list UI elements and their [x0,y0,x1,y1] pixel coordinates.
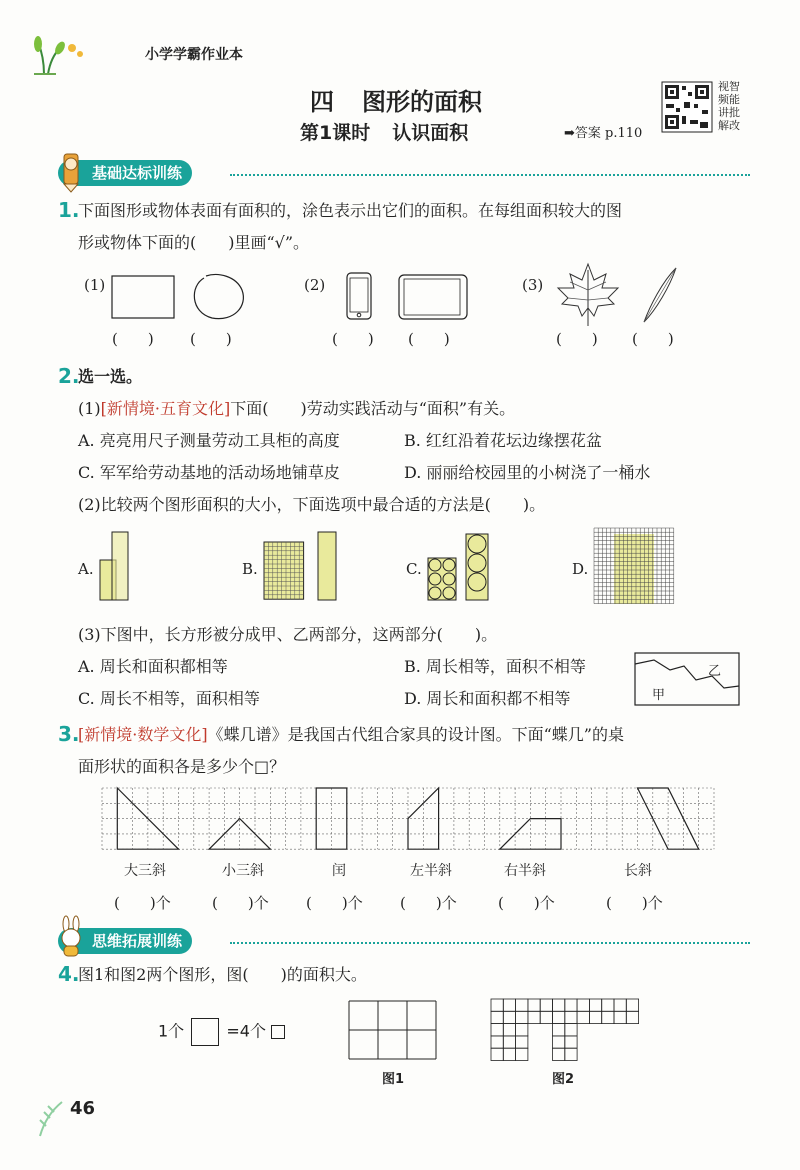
q1-line1: 下面图形或物体表面有面积的，涂色表示出它们的面积。在每组面积较大的图 [78,201,623,220]
q1-line2: 形或物体下面的( )里画“√”。 [78,233,310,252]
option-b-label[interactable]: B. [242,560,258,578]
option-b-figure [262,540,342,604]
q2-part3-option-a[interactable]: A. 周长和面积都相等 [78,657,228,676]
q2-part3-option-b[interactable]: B. 周长相等，面积不相等 [404,657,586,676]
unit-number: 四 [310,88,334,116]
arrow-right-icon: ➡ [564,126,575,141]
answer-ref-text: 答案 p.110 [574,126,643,141]
q1-paren[interactable]: ( ) [632,330,674,348]
unit-equation [158,1018,285,1046]
part-yi-label: 乙 [708,664,722,679]
piece-label: 长斜 [624,863,652,879]
q1-paren[interactable]: ( ) [190,330,232,348]
qr-code-icon [662,82,712,132]
q4-text: 图1和图2两个图形，图( )的面积大。 [78,965,367,984]
qr-caption-line: 频能 [718,93,740,106]
rectangle-shape [112,276,176,320]
new-context-tag: [新情境·数学文化] [78,725,208,744]
sprout-icon [30,34,90,76]
q2-number: 2. [58,364,80,388]
option-d-figure [594,528,678,608]
leaf-decoration-icon [36,1098,66,1138]
q2-part1-question [78,398,515,420]
section-extend-divider [230,942,750,944]
lesson-title [300,118,468,145]
piece-label: 左半斜 [410,863,452,879]
small-square-icon [271,1025,285,1039]
piece-label: 小三斜 [222,863,264,879]
answer-ref [564,122,642,141]
q1-group3-label: (3) [522,276,544,294]
q4-number: 4. [58,962,80,986]
q1-paren[interactable]: ( ) [556,330,598,348]
q1-group1-label: (1) [84,276,106,294]
q2-part3-option-d[interactable]: D. 周长和面积都不相等 [404,689,571,708]
unit-name: 图形的面积 [362,88,482,116]
option-d-label[interactable]: D. [572,560,589,578]
q2-part1-option-b[interactable]: B. 红红沿着花坛边缘摆花盆 [404,431,602,450]
figure-2-caption: 图2 [552,1072,575,1087]
section-extend-label: 思维拓展训练 [58,928,192,954]
q3-blank[interactable]: ( )个 [400,894,457,912]
section-basic-divider [230,174,750,176]
q1-paren[interactable]: ( ) [408,330,450,348]
large-square-icon [191,1018,219,1046]
unit-left-text: 1个 [158,1021,185,1041]
closed-curve-shape [186,272,250,322]
unit-right-text: =4个 [226,1021,266,1041]
q2-part1-option-c[interactable]: C. 军军给劳动基地的活动场地铺草皮 [78,463,340,482]
unit-title [310,82,482,117]
q1-paren[interactable]: ( ) [332,330,374,348]
piece-label: 右半斜 [504,863,546,879]
q2-part1-option-a[interactable]: A. 亮亮用尺子测量劳动工具柜的高度 [78,431,340,450]
figure-1-caption: 图1 [382,1072,405,1087]
figure-1 [348,1000,438,1064]
pencil-mascot-icon [56,150,92,194]
lesson-subtitle: 认识面积 [392,122,469,144]
lesson-number: 第1课时 [300,122,371,144]
q1-number: 1. [58,198,80,222]
q3-blank[interactable]: ( )个 [212,894,269,912]
new-context-tag: [新情境·五育文化] [100,399,231,418]
q2-title: 选一选。 [78,367,143,386]
qr-caption-line: 解改 [718,119,740,132]
figure-2 [490,998,640,1064]
piece-label: 大三斜 [124,863,166,879]
piece-label: 闰 [332,863,346,879]
option-a-label[interactable]: A. [78,560,94,578]
section-basic-label: 基础达标训练 [58,160,192,186]
q2-part2-question: (2)比较两个图形面积的大小，下面选项中最合适的方法是( )。 [78,495,546,514]
q3-number: 3. [58,722,80,746]
q2-part1-text: 下面( )劳动实践活动与“面积”有关。 [230,399,516,418]
q2-part1-option-d[interactable]: D. 丽丽给校园里的小树浇了一桶水 [404,463,651,482]
header-logo [30,34,90,76]
page-number: 46 [70,1098,96,1119]
phone-icon [346,272,374,322]
part-jia-label: 甲 [652,688,666,703]
option-c-label[interactable]: C. [406,560,422,578]
qr-code[interactable] [662,82,712,132]
q2-part3-option-c[interactable]: C. 周长不相等，面积相等 [78,689,260,708]
tablet-icon [398,274,470,322]
q3-line1-text: 《蝶几谱》是我国古代组合家具的设计图。下面“蝶几”的桌 [207,725,624,744]
q3-line1 [78,724,624,746]
option-a-figure [98,530,132,602]
q3-blank[interactable]: ( )个 [306,894,363,912]
maple-leaf-icon [552,262,624,328]
option-c-figure [426,532,494,604]
q1-paren[interactable]: ( ) [112,330,154,348]
q2-part3-question: (3)下图中，长方形被分成甲、乙两部分，这两部分( )。 [78,625,498,644]
q1-group2-label: (2) [304,276,326,294]
rabbit-mascot-icon [54,916,90,960]
qr-caption-line: 视智 [718,80,740,93]
butterfly-table-grid [100,786,720,848]
willow-leaf-icon [640,266,680,326]
qr-caption [718,80,740,132]
q3-blank[interactable]: ( )个 [114,894,171,912]
qr-caption-line: 讲批 [718,106,740,119]
book-title: 小学学霸作业本 [145,47,243,63]
q3-blank[interactable]: ( )个 [606,894,663,912]
q3-blank[interactable]: ( )个 [498,894,555,912]
q3-line2: 面形状的面积各是多少个□？ [78,757,286,776]
divided-rectangle-figure [634,652,742,708]
q2-part1-number: (1) [78,399,101,418]
